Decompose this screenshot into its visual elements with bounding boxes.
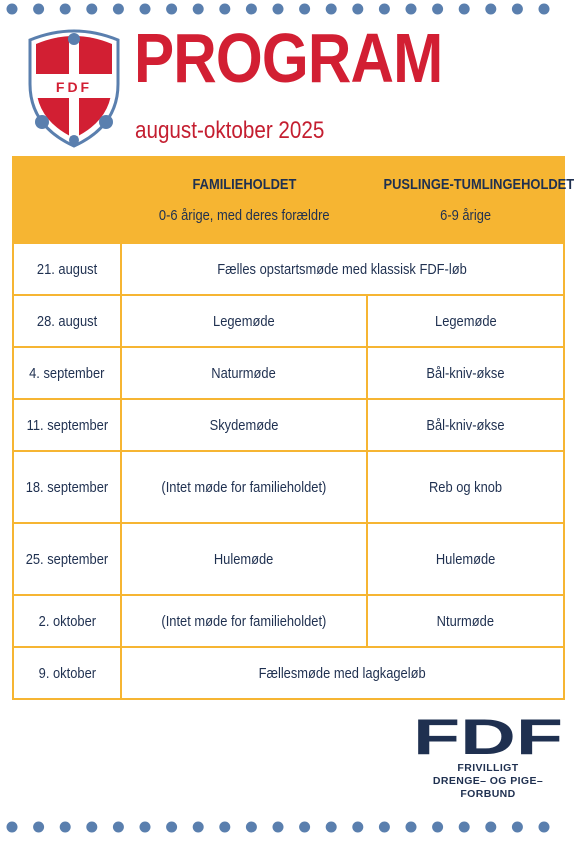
border-dot xyxy=(193,4,204,15)
border-dot xyxy=(166,822,177,833)
border-dot xyxy=(379,4,390,15)
border-dot xyxy=(140,822,151,833)
border-dot xyxy=(432,4,443,15)
border-dot xyxy=(33,4,44,15)
familie-activity-cell: (Intet møde for familieholdet) xyxy=(121,595,367,647)
familie-activity-cell: Legemøde xyxy=(121,295,367,347)
table-row xyxy=(13,647,564,699)
fdf-shield-badge xyxy=(20,22,128,148)
table-row xyxy=(13,347,564,399)
table-row xyxy=(13,399,564,451)
border-dot xyxy=(113,4,124,15)
date-cell: 9. oktober xyxy=(13,647,121,699)
fdf-wordmark xyxy=(412,716,564,756)
border-dot xyxy=(512,4,523,15)
badge-text: FDF xyxy=(55,79,93,95)
date-cell: 25. september xyxy=(13,523,121,595)
column-subtitle: 6-9 årige xyxy=(440,207,491,224)
date-cell: 28. august xyxy=(13,295,121,347)
fdf-footer-logo xyxy=(412,716,564,801)
bottom-dot-border xyxy=(0,820,575,834)
date-cell: 11. september xyxy=(13,399,121,451)
border-dot xyxy=(432,822,443,833)
border-dot xyxy=(459,822,470,833)
border-dot xyxy=(352,822,363,833)
puslinge-activity-cell: Bål-kniv-økse xyxy=(367,399,564,451)
border-dot xyxy=(86,4,97,15)
familie-activity-cell: Hulemøde xyxy=(121,523,367,595)
header-familieholdet xyxy=(121,157,367,243)
page-subtitle: august-oktober 2025 xyxy=(135,117,325,144)
puslinge-activity-cell: Reb og knob xyxy=(367,451,564,523)
familie-activity-cell: (Intet møde for familieholdet) xyxy=(121,451,367,523)
program-table xyxy=(12,156,575,700)
column-subtitle: 0-6 årige, med deres forældre xyxy=(158,207,330,224)
table-header-row xyxy=(13,157,564,243)
border-dot xyxy=(7,822,18,833)
table-row xyxy=(13,523,564,595)
border-dot xyxy=(7,4,18,15)
border-dot xyxy=(140,4,151,15)
puslinge-activity-cell: Bål-kniv-økse xyxy=(367,347,564,399)
border-dot xyxy=(326,4,337,15)
fdf-tagline-line1: FRIVILLIGT xyxy=(457,762,519,774)
border-dot xyxy=(60,822,71,833)
column-name: PUSLINGE-TUMLINGEHOLDET xyxy=(383,176,575,193)
table-row xyxy=(13,595,564,647)
date-cell: 4. september xyxy=(13,347,121,399)
border-dot xyxy=(219,822,230,833)
table-row xyxy=(13,295,564,347)
border-dot xyxy=(299,822,310,833)
fdf-letters: FDF xyxy=(413,716,563,756)
header-puslinge-tumlingeholdet xyxy=(367,157,575,243)
border-dot xyxy=(299,4,310,15)
column-name: FAMILIEHOLDET xyxy=(192,176,296,193)
fdf-tagline-line3: FORBUND xyxy=(460,788,516,800)
border-dot xyxy=(86,822,97,833)
border-dot xyxy=(539,4,550,15)
border-dot xyxy=(512,822,523,833)
fdf-tagline-line2: DRENGE– OG PIGE– xyxy=(432,775,544,787)
border-dot xyxy=(379,822,390,833)
date-cell: 2. oktober xyxy=(13,595,121,647)
border-dot xyxy=(273,4,284,15)
puslinge-activity-cell: Hulemøde xyxy=(367,523,564,595)
border-dot xyxy=(352,4,363,15)
border-dot xyxy=(539,822,550,833)
date-cell: 18. september xyxy=(13,451,121,523)
border-dot xyxy=(246,822,257,833)
border-dot xyxy=(246,4,257,15)
top-dot-border xyxy=(0,2,575,16)
border-dot xyxy=(166,4,177,15)
border-dot xyxy=(406,4,417,15)
table-row xyxy=(13,451,564,523)
border-dot xyxy=(326,822,337,833)
border-dot xyxy=(193,822,204,833)
header-date-column xyxy=(13,157,121,243)
puslinge-activity-cell: Legemøde xyxy=(367,295,564,347)
puslinge-activity-cell: Nturmøde xyxy=(367,595,564,647)
border-dot xyxy=(406,822,417,833)
border-dot xyxy=(219,4,230,15)
border-dot xyxy=(113,822,124,833)
table-row xyxy=(13,243,564,295)
shared-activity-cell: Fællesmøde med lagkageløb xyxy=(121,647,564,699)
border-dot xyxy=(33,822,44,833)
familie-activity-cell: Naturmøde xyxy=(121,347,367,399)
date-cell: 21. august xyxy=(13,243,121,295)
border-dot xyxy=(60,4,71,15)
border-dot xyxy=(273,822,284,833)
familie-activity-cell: Skydemøde xyxy=(121,399,367,451)
border-dot xyxy=(459,4,470,15)
page-title: PROGRAM xyxy=(134,19,443,97)
border-dot xyxy=(485,4,496,15)
border-dot xyxy=(485,822,496,833)
shared-activity-cell: Fælles opstartsmøde med klassisk FDF-løb xyxy=(121,243,564,295)
